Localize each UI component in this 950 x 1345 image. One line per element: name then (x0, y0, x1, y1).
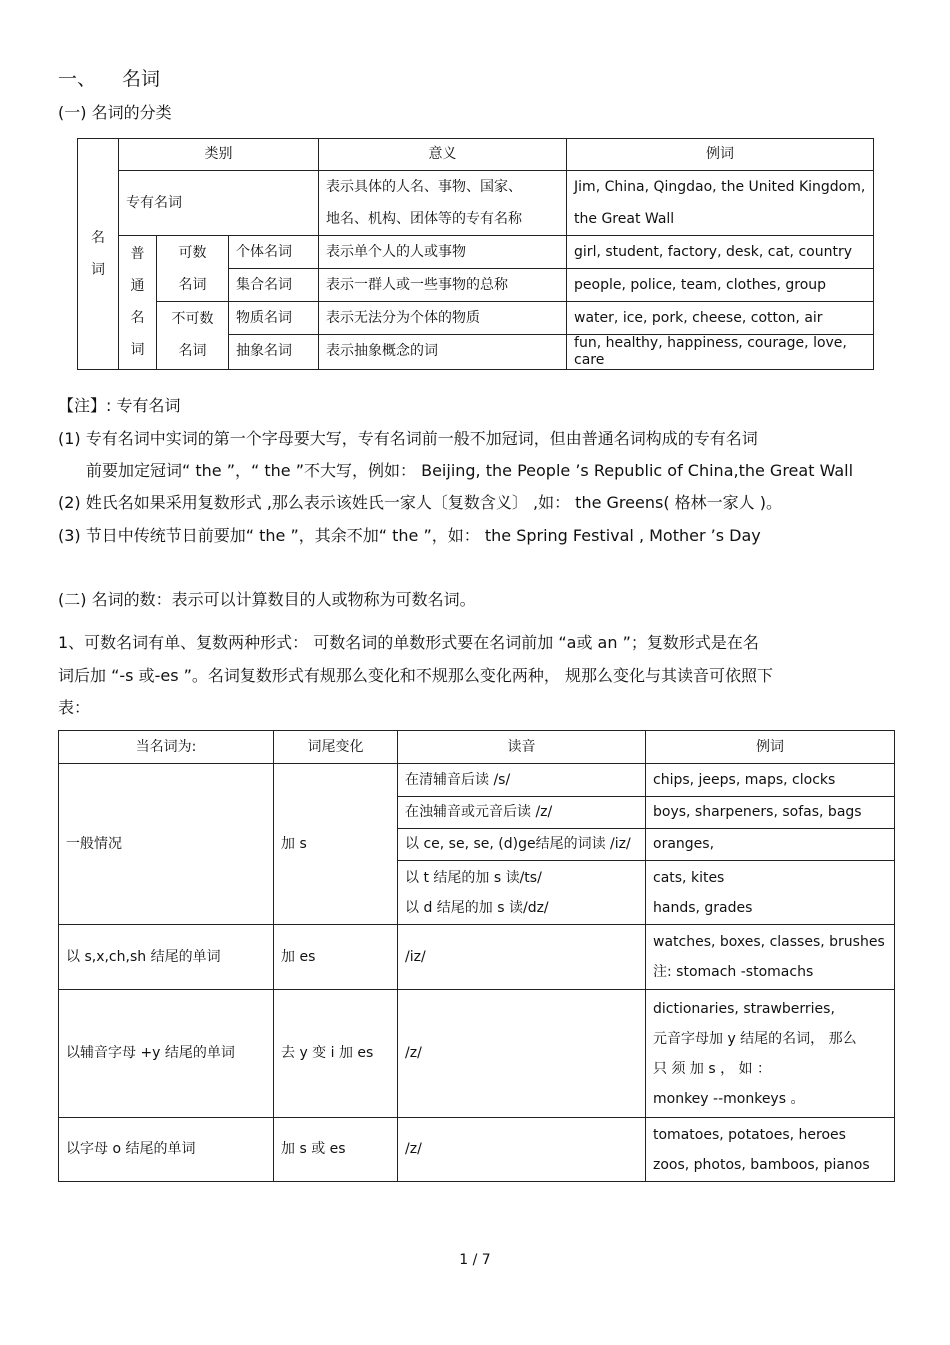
row-meaning: 表示单个人的人或事物 (319, 236, 567, 269)
y-ending-examples: dictionaries, strawberries, 元音字母加 y 结尾的名词， 那么 只 须 加 s ， 如 ： monkey --monkeys 。 (646, 990, 895, 1118)
subsection-title-classification: (一) 名词的分类 (58, 103, 172, 122)
header-pronunciation: 读音 (398, 731, 646, 764)
pronunciation-cell: 以 t 结尾的加 s 读/ts/ 以 d 结尾的加 s 读/dz/ (398, 861, 646, 925)
header-examples: 例词 (567, 139, 874, 171)
row-examples: girl, student, factory, desk, cat, country (567, 236, 874, 269)
general-case-label: 一般情况 (59, 764, 274, 925)
uncountable-label: 不可数 名词 (157, 302, 229, 370)
proper-noun-label: 专有名词 (119, 171, 319, 236)
countable-label: 可数 名词 (157, 236, 229, 302)
sx-ending-change: 加 es (274, 925, 398, 990)
row-examples: fun, healthy, happiness, courage, love, care (567, 335, 874, 370)
sx-ending-label: 以 s,x,ch,sh 结尾的单词 (59, 925, 274, 990)
header-word-type: 当名词为: (59, 731, 274, 764)
sx-ending-examples: watches, boxes, classes, brushes 注: stomach -stomachs (646, 925, 895, 990)
subsection-title-number: (二) 名词的数：表示可以计算数目的人或物称为可数名词。 (58, 590, 476, 609)
row-examples: water, ice, pork, cheese, cotton, air (567, 302, 874, 335)
header-meaning: 意义 (319, 139, 567, 171)
row-meaning: 表示抽象概念的词 (319, 335, 567, 370)
general-case-change: 加 s (274, 764, 398, 925)
page-number: 1 / 7 (459, 1252, 491, 1268)
header-examples: 例词 (646, 731, 895, 764)
note-1b: 前要加定冠词“ the ”，“ the ”不大写，例如： Beijing, the People ’s Republic of China,the Great Wall (86, 461, 854, 480)
heading-number: 一、 (58, 68, 97, 90)
y-ending-pronunciation: /z/ (398, 990, 646, 1118)
row-type: 抽象名词 (229, 335, 319, 370)
proper-noun-meaning: 表示具体的人名、事物、国家、 地名、机构、团体等的专有名称 (319, 171, 567, 236)
plural-rules-table (58, 730, 895, 1182)
examples-cell: chips, jeeps, maps, clocks (646, 764, 895, 797)
o-ending-label: 以字母 o 结尾的单词 (59, 1118, 274, 1182)
noun-classification-table (77, 138, 874, 370)
heading-title: 名词 (122, 68, 161, 90)
paragraph-line-3: 表： (58, 698, 91, 717)
note-2: (2) 姓氏名如果采用复数形式 ,那么表示该姓氏一家人〔复数含义〕 ,如： the Greens( 格林一家人 )。 (58, 493, 782, 512)
proper-noun-examples: Jim, China, Qingdao, the United Kingdom, the Great Wall (567, 171, 874, 236)
paragraph-line-1: 1、可数名词有单、复数两种形式： 可数名词的单数形式要在名词前加 “a或 an ”；复数形式是在名 (58, 633, 759, 652)
examples-cell: boys, sharpeners, sofas, bags (646, 797, 895, 829)
y-ending-change: 去 y 变 i 加 es (274, 990, 398, 1118)
section-heading (58, 64, 160, 91)
examples-cell: cats, kites hands, grades (646, 861, 895, 925)
row-meaning: 表示一群人或一些事物的总称 (319, 269, 567, 302)
notes-title: 【注】: 专有名词 (58, 396, 181, 415)
note-1a: (1) 专有名词中实词的第一个字母要大写，专有名词前一般不加冠词，但由普通名词构成的专有名词 (58, 429, 758, 448)
o-ending-examples: tomatoes, potatoes, heroes zoos, photos, bamboos, pianos (646, 1118, 895, 1182)
pronunciation-cell: 在清辅音后读 /s/ (398, 764, 646, 797)
side-label: 名 词 (78, 139, 119, 370)
pronunciation-cell: 在浊辅音或元音后读 /z/ (398, 797, 646, 829)
paragraph-line-2: 词后加 “-s 或-es ”。名词复数形式有规那么变化和不规那么变化两种， 规那么变化与其读音可依照下 (58, 666, 773, 685)
row-meaning: 表示无法分为个体的物质 (319, 302, 567, 335)
row-type: 集合名词 (229, 269, 319, 302)
pronunciation-cell: 以 ce, se, se, (d)ge结尾的词读 /iz/ (398, 829, 646, 861)
o-ending-change: 加 s 或 es (274, 1118, 398, 1182)
common-noun-label: 普 通 名 词 (119, 236, 157, 370)
note-3: (3) 节日中传统节日前要加“ the ”，其余不加“ the ”，如： the Spring Festival , Mother ’s Day (58, 526, 761, 545)
o-ending-pronunciation: /z/ (398, 1118, 646, 1182)
header-category: 类别 (119, 139, 319, 171)
header-ending-change: 词尾变化 (274, 731, 398, 764)
examples-cell: oranges, (646, 829, 895, 861)
y-ending-label: 以辅音字母 +y 结尾的单词 (59, 990, 274, 1118)
row-type: 个体名词 (229, 236, 319, 269)
row-type: 物质名词 (229, 302, 319, 335)
sx-ending-pronunciation: /iz/ (398, 925, 646, 990)
row-examples: people, police, team, clothes, group (567, 269, 874, 302)
